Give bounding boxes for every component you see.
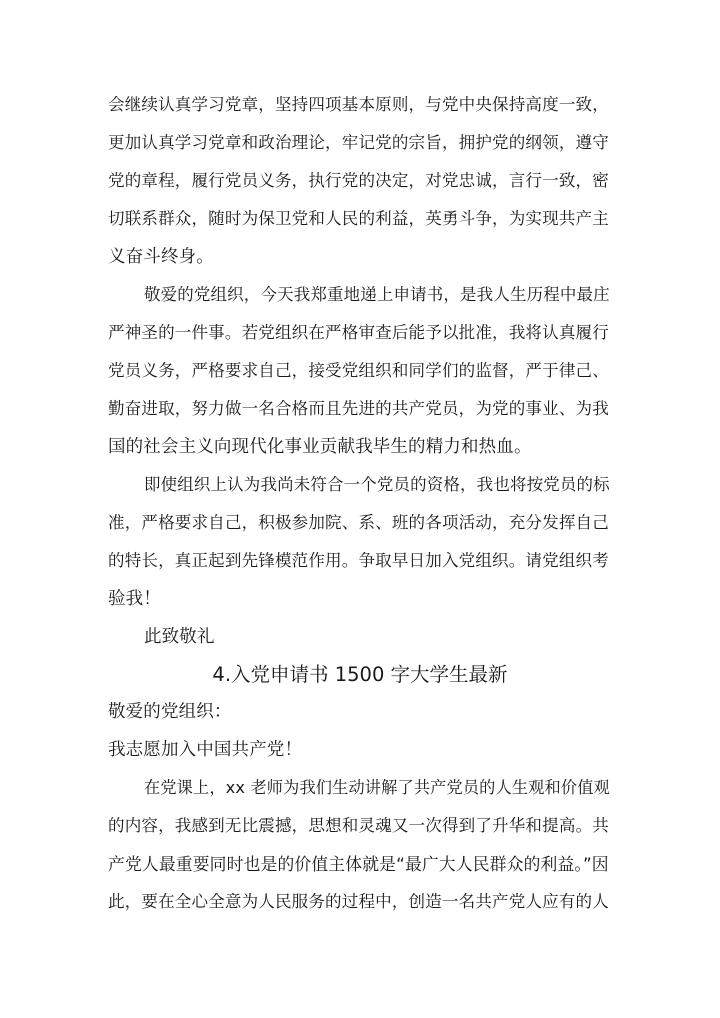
closing-line: 此致敬礼 (144, 627, 215, 647)
paragraph-line: 严神圣的一件事。若党组织在严格审查后能予以批准，我将认真履行 (108, 323, 609, 342)
section-heading: 4.入党申请书 1500 字大学生最新 (212, 663, 508, 686)
paragraph-line: 会继续认真学习党章，坚持四项基本原则，与党中央保持高度一致， (108, 95, 609, 114)
paragraph-line: 的内容，我感到无比震撼，思想和灵魂又一次得到了升华和提高。共 (108, 816, 609, 835)
paragraph-line: 党的章程，履行党员义务，执行党的决定，对党忠诚，言行一致，密 (108, 171, 609, 190)
paragraph-line: 在党课上，xx 老师为我们生动讲解了共产党员的人生观和价值观 (144, 778, 610, 797)
paragraph-line: 勤奋进取，努力做一名合格而且先进的共产党员，为党的事业、为我 (108, 399, 609, 418)
declaration: 我志愿加入中国共产党！ (108, 740, 303, 760)
paragraph-line: 敬爱的党组织，今天我郑重地递上申请书，是我人生历程中最庄 (144, 285, 610, 304)
paragraph-line: 产党人最重要同时也是的价值主体就是“最广大人民群众的利益。”因 (108, 854, 609, 874)
paragraph-line: 切联系群众，随时为保卫党和人民的利益，英勇斗争，为实现共产主 (108, 209, 609, 228)
paragraph-line: 的特长，真正起到先锋模范作用。争取早日加入党组织。请党组织考 (108, 551, 609, 570)
paragraph-line: 此，要在全心全意为人民服务的过程中，创造一名共产党人应有的人 (108, 892, 609, 911)
paragraph-line: 准，严格要求自己，积极参加院、系、班的各项活动，充分发挥自己 (108, 513, 609, 532)
salutation: 敬爱的党组织： (108, 702, 232, 722)
paragraph-line: 验我！ (108, 589, 161, 609)
paragraph-line: 义奋斗终身。 (108, 247, 214, 267)
paragraph-line: 更加认真学习党章和政治理论，牢记党的宗旨，拥护党的纲领，遵守 (108, 133, 609, 152)
paragraph-line: 国的社会主义向现代化事业贡献我毕生的精力和热血。 (108, 437, 532, 457)
paragraph-line: 即使组织上认为我尚未符合一个党员的资格，我也将按党员的标 (144, 475, 610, 494)
paragraph-line: 党员义务，严格要求自己，接受党组织和同学们的监督，严于律己、 (108, 361, 609, 380)
